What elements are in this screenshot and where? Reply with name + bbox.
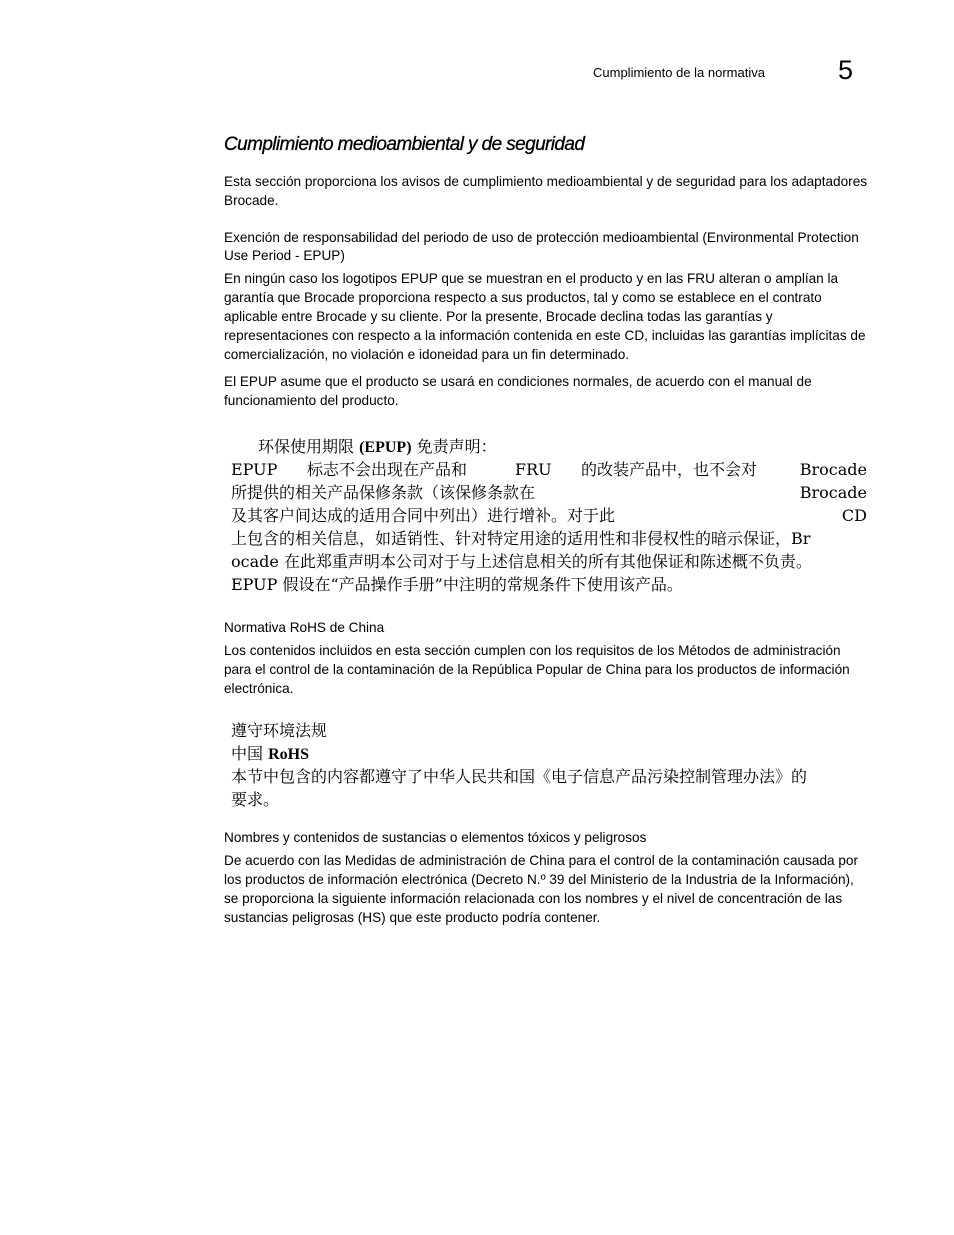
epup-cn-line-6: ocade 在此郑重声明本公司对于与上述信息相关的所有其他保证和陈述概不负责。	[231, 552, 812, 571]
substances-paragraph: De acuerdo con las Medidas de administración de China para el control de la contaminación causada por los productos de información electrónica (Decreto N.º 39 del Ministerio de la Industria de la Información), se proporciona la siguiente información relacionada con los nombres y el nivel de concentración de las sustancias peligrosas (HS) que este producto podría contener.	[224, 853, 858, 925]
running-header: Cumplimiento de la normativa	[593, 65, 765, 80]
epup-chinese-notice	[231, 435, 867, 596]
rohs-cn-line-4: 要求。	[231, 790, 280, 809]
rohs-heading: Normativa RoHS de China	[224, 620, 385, 635]
epup-cn-line-3	[231, 481, 867, 504]
epup-cn-title-post: 免责声明：	[411, 437, 497, 456]
rohs-cn-l2-pre: 中国	[231, 744, 269, 763]
epup-cn-l2-b: 标志不会出现在产品和	[307, 460, 468, 479]
section-intro: Esta sección proporciona los avisos de cumplimiento medioambiental y de seguridad para los adaptadores Brocade.	[224, 174, 868, 208]
rohs-cn-line-2	[231, 742, 867, 765]
epup-cn-line-4	[231, 504, 867, 527]
rohs-cn-line-1: 遵守环境法规	[231, 721, 328, 740]
epup-cn-title-pre: 环保使用期限	[258, 437, 360, 456]
epup-heading: Exención de responsabilidad del periodo de uso de protección medioambiental (Environmental Protection Use Period - EPUP)	[224, 230, 859, 263]
epup-paragraph-2: El EPUP asume que el producto se usará en condiciones normales, de acuerdo con el manual de funcionamiento del producto.	[224, 374, 812, 408]
epup-cn-l2-a: EPUP	[231, 460, 278, 479]
epup-cn-line-2	[231, 458, 867, 481]
epup-paragraph-1: En ningún caso los logotipos EPUP que se muestran en el producto y en las FRU alteran o amplían la garantía que Brocade proporciona respecto a sus productos, tal y como se establece en el contrato aplicable entre Brocade y su cliente. Por la presente, Brocade declina todas las garantías y representaciones con respecto a la información contenida en este CD, incluidas las garantías implícitas de comercialización, no violación e idoneidad para un fin determinado.	[224, 271, 866, 362]
epup-cn-line-5: 上包含的相关信息，如适销性、针对特定用途的适用性和非侵权性的暗示保证，Br	[231, 529, 811, 548]
epup-cn-l3-b: Brocade	[799, 483, 867, 502]
epup-cn-title	[231, 435, 867, 458]
rohs-cn-l2-bold: RoHS	[268, 746, 309, 763]
rohs-chinese-notice	[231, 719, 867, 811]
epup-cn-l4-b: CD	[841, 506, 867, 525]
epup-cn-l2-d: 的改装产品中，也不会对	[581, 460, 758, 479]
epup-cn-line-7: EPUP 假设在“产品操作手册”中注明的常规条件下使用该产品。	[231, 575, 683, 594]
rohs-cn-line-3: 本节中包含的内容都遵守了中华人民共和国《电子信息产品污染控制管理办法》的	[231, 767, 808, 786]
epup-cn-l4-a: 及其客户间达成的适用合同中列出）进行增补。对于此	[231, 506, 616, 525]
rohs-paragraph: Los contenidos incluidos en esta sección cumplen con los requisitos de los Métodos de administración para el control de la contaminación de la República Popular de China para los productos de información electrónica.	[224, 643, 850, 696]
substances-heading: Nombres y contenidos de sustancias o elementos tóxicos y peligrosos	[224, 830, 647, 845]
section-title: Cumplimiento medioambiental y de seguridad	[224, 134, 585, 155]
epup-cn-l3-a: 所提供的相关产品保修条款（该保修条款在	[231, 483, 536, 502]
epup-cn-title-bold: (EPUP)	[359, 439, 412, 456]
page-number: 5	[838, 55, 854, 85]
epup-cn-l2-e: Brocade	[799, 460, 867, 479]
epup-cn-l2-c: FRU	[515, 460, 552, 479]
